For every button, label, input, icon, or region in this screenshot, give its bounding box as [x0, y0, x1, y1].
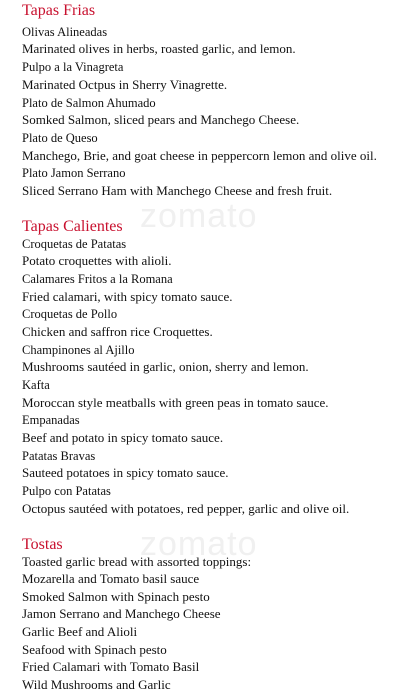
item-name: Calamares Fritos a la Romana — [22, 272, 173, 286]
item-description: Chicken and saffron rice Croquettes. — [22, 324, 213, 339]
item-name: Empanadas — [22, 413, 80, 427]
item-description: Beef and potato in spicy tomato sauce. — [22, 430, 224, 445]
watermark: zomato — [140, 197, 258, 235]
item-description: Sliced Serrano Ham with Manchego Cheese and fresh fruit. — [22, 183, 333, 198]
topping-item: Jamon Serrano and Manchego Cheese — [22, 606, 221, 621]
topping-item: Wild Mushrooms and Garlic — [22, 677, 171, 692]
item-description: Sauteed potatoes in spicy tomato sauce. — [22, 465, 229, 480]
item-name: Plato de Salmon Ahumado — [22, 96, 156, 110]
item-description: Marinated Octpus in Sherry Vinagrette. — [22, 77, 228, 92]
item-description: Mushrooms sautéed in garlic, onion, sherry and lemon. — [22, 359, 309, 374]
item-description: Moroccan style meatballs with green peas in tomato sauce. — [22, 395, 329, 410]
item-description: Fried calamari, with spicy tomato sauce. — [22, 289, 233, 304]
item-name: Pulpo a la Vinagreta — [22, 60, 124, 74]
topping-item: Smoked Salmon with Spinach pesto — [22, 589, 210, 604]
watermark: zomato — [140, 525, 258, 563]
item-name: Patatas Bravas — [22, 449, 96, 463]
item-name: Plato de Queso — [22, 131, 98, 145]
item-name: Croquetas de Pollo — [22, 307, 118, 321]
item-description: Marinated olives in herbs, roasted garlic, and lemon. — [22, 41, 296, 56]
topping-item: Seafood with Spinach pesto — [22, 642, 167, 657]
item-name: Kafta — [22, 378, 50, 392]
topping-item: Fried Calamari with Tomato Basil — [22, 659, 200, 674]
item-name: Olivas Alineadas — [22, 25, 108, 39]
topping-item: Garlic Beef and Alioli — [22, 624, 138, 639]
item-name: Champinones al Ajillo — [22, 343, 135, 357]
section-intro: Toasted garlic bread with assorted toppings: — [22, 554, 252, 569]
item-description: Octopus sautéed with potatoes, red pepper, garlic and olive oil. — [22, 501, 350, 516]
section-title-tostas: Tostas — [22, 536, 63, 553]
section-title-tapas-frias: Tapas Frias — [22, 2, 96, 19]
item-name: Croquetas de Patatas — [22, 237, 127, 251]
item-name: Pulpo con Patatas — [22, 484, 111, 498]
item-description: Potato croquettes with alioli. — [22, 253, 172, 268]
item-description: Somked Salmon, sliced pears and Manchego Cheese. — [22, 112, 300, 127]
item-description: Manchego, Brie, and goat cheese in peppercorn lemon and olive oil. — [22, 148, 377, 163]
topping-item: Mozarella and Tomato basil sauce — [22, 571, 200, 586]
item-name: Plato Jamon Serrano — [22, 166, 126, 180]
section-title-tapas-calientes: Tapas Calientes — [22, 218, 123, 235]
